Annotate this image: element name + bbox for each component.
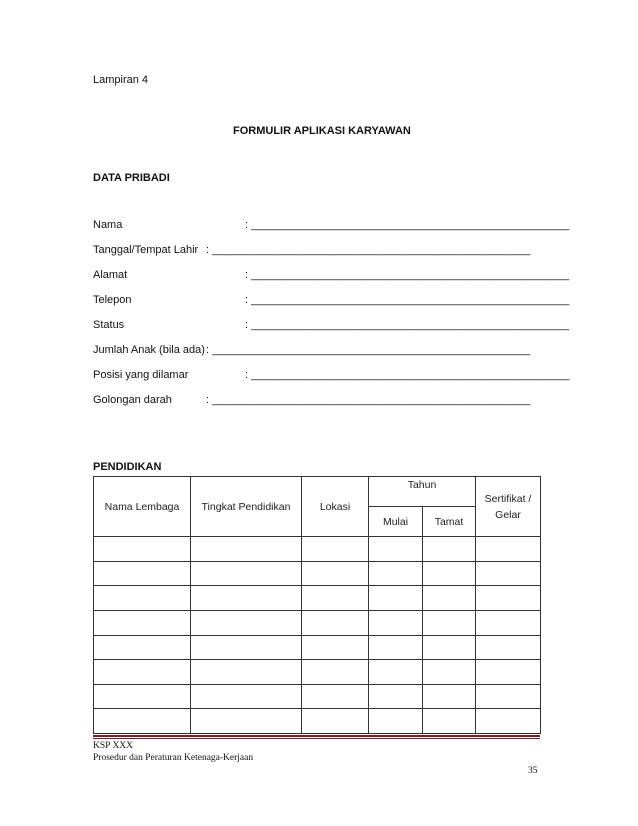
table-cell[interactable] [302,660,369,685]
table-row [94,561,541,586]
table-cell[interactable] [191,537,302,562]
section-education-heading: PENDIDIKAN [93,461,162,473]
table-cell[interactable] [369,660,423,685]
field-input-nama[interactable]: : ____________________________________________________ [245,219,570,231]
col-header-location: Lokasi [302,477,369,537]
field-input-alamat[interactable]: : ____________________________________________________ [245,269,570,281]
table-cell[interactable] [476,537,541,562]
form-title: FORMULIR APLIKASI KARYAWAN [233,125,411,137]
table-cell[interactable] [423,660,476,685]
field-input-jumlah-anak[interactable]: : ____________________________________________________ [206,344,531,356]
table-cell[interactable] [191,684,302,709]
page-number: 35 [528,766,538,776]
table-cell[interactable] [191,610,302,635]
table-cell[interactable] [369,635,423,660]
table-cell[interactable] [476,586,541,611]
table-cell[interactable] [476,709,541,734]
table-row [94,660,541,685]
field-input-posisi[interactable]: : ____________________________________________________ [245,369,570,381]
table-row [94,610,541,635]
table-cell[interactable] [191,586,302,611]
table-cell[interactable] [94,660,191,685]
table-cell[interactable] [302,709,369,734]
col-header-start: Mulai [369,507,423,537]
attachment-label: Lampiran 4 [93,74,149,86]
section-personal-heading: DATA PRIBADI [93,172,170,184]
table-cell[interactable] [302,684,369,709]
table-row [94,586,541,611]
table-cell[interactable] [191,709,302,734]
table-cell[interactable] [423,684,476,709]
field-input-status[interactable]: : ____________________________________________________ [245,319,570,331]
field-label-status: Status [93,319,125,331]
table-cell[interactable] [476,635,541,660]
table-cell[interactable] [369,709,423,734]
col-header-certificate: Sertifikat / Gelar [476,477,541,537]
field-label-jumlah-anak: Jumlah Anak (bila ada) [93,344,205,356]
table-cell[interactable] [476,660,541,685]
field-input-tanggal-tempat-lahir[interactable]: : ____________________________________________________ [206,244,531,256]
table-cell[interactable] [369,610,423,635]
table-cell[interactable] [94,635,191,660]
table-cell[interactable] [302,561,369,586]
table-cell[interactable] [423,537,476,562]
table-cell[interactable] [94,561,191,586]
table-cell[interactable] [423,709,476,734]
table-cell[interactable] [476,561,541,586]
col-header-institution: Nama Lembaga [94,477,191,537]
footer-divider [93,735,540,739]
table-cell[interactable] [369,537,423,562]
table-cell[interactable] [302,586,369,611]
table-cell[interactable] [369,684,423,709]
field-input-golongan-darah[interactable]: : ____________________________________________________ [206,394,531,406]
table-cell[interactable] [94,537,191,562]
col-header-year: Tahun [369,477,476,507]
field-label-tanggal-tempat-lahir: Tanggal/Tempat Lahir [93,244,199,256]
table-cell[interactable] [369,586,423,611]
table-cell[interactable] [302,537,369,562]
footer-org: KSP XXX [93,741,134,751]
table-cell[interactable] [94,684,191,709]
table-cell[interactable] [302,610,369,635]
field-label-nama: Nama [93,219,123,231]
field-label-posisi: Posisi yang dilamar [93,369,189,381]
table-row [94,709,541,734]
field-input-telepon[interactable]: : ____________________________________________________ [245,294,570,306]
table-cell[interactable] [423,586,476,611]
field-label-golongan-darah: Golongan darah [93,394,172,406]
field-label-telepon: Telepon [93,294,132,306]
table-cell[interactable] [423,610,476,635]
table-row [94,635,541,660]
col-header-end: Tamat [423,507,476,537]
table-cell[interactable] [94,610,191,635]
field-label-alamat: Alamat [93,269,128,281]
table-row [94,537,541,562]
table-cell[interactable] [191,561,302,586]
footer-doc-title: Prosedur dan Peraturan Ketenaga-Kerjaan [93,753,254,763]
col-header-level: Tingkat Pendidikan [191,477,302,537]
table-cell[interactable] [476,610,541,635]
table-cell[interactable] [476,684,541,709]
table-cell[interactable] [423,561,476,586]
table-cell[interactable] [94,586,191,611]
education-table [93,476,541,734]
table-cell[interactable] [191,635,302,660]
table-row [94,684,541,709]
table-cell[interactable] [94,709,191,734]
table-cell[interactable] [423,635,476,660]
table-cell[interactable] [191,660,302,685]
table-cell[interactable] [302,635,369,660]
table-cell[interactable] [369,561,423,586]
